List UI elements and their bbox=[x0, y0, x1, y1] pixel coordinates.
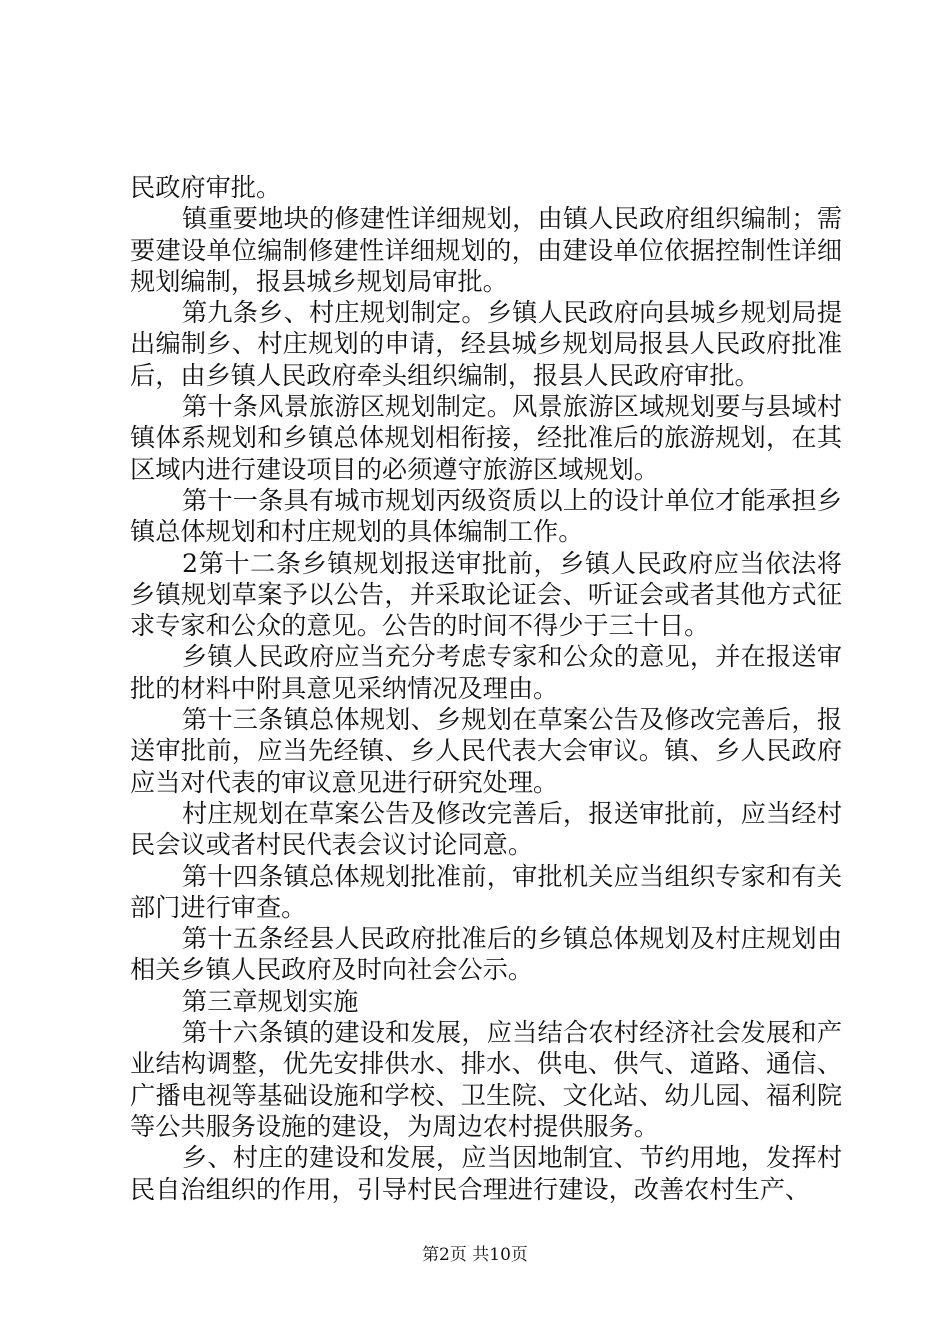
document-body bbox=[130, 172, 842, 1205]
paragraph: 第十五条经县人民政府批准后的乡镇总体规划及村庄规划由相关乡镇人民政府及时向社会公示。 bbox=[130, 924, 842, 985]
paragraph: 镇重要地块的修建性详细规划，由镇人民政府组织编制；需要建设单位编制修建性详细规划的，由建设单位依据控制性详细规划编制，报县城乡规划局审批。 bbox=[130, 204, 842, 296]
paragraph: 民政府审批。 bbox=[130, 173, 282, 202]
paragraph: 第十三条镇总体规划、乡规划在草案公告及修改完善后，报送审批前，应当先经镇、乡人民代表大会审议。镇、乡人民政府应当对代表的审议意见进行研究处理。 bbox=[130, 705, 842, 797]
paragraph: 乡、村庄的建设和发展，应当因地制宜、节约用地，发挥村民自治组织的作用，引导村民合理进行建设，改善农村生产、 bbox=[130, 1143, 842, 1204]
paragraph: 2第十二条乡镇规划报送审批前，乡镇人民政府应当依法将乡镇规划草案予以公告，并采取论证会、听证会或者其他方式征求专家和公众的意见。公告的时间不得少于三十日。 bbox=[130, 548, 842, 641]
paragraph: 第三章规划实施 bbox=[182, 986, 359, 1016]
paragraph: 第十四条镇总体规划批准前，审批机关应当组织专家和有关部门进行审查。 bbox=[130, 861, 842, 922]
page-footer: 第2页 共10页 bbox=[422, 1245, 528, 1265]
paragraph: 第十六条镇的建设和发展，应当结合农村经济社会发展和产业结构调整，优先安排供水、排水、供电、供气、道路、通信、广播电视等基础设施和学校、卫生院、文化站、幼儿园、福利院等公共服务设施的建设，为周边农村提供服务。 bbox=[130, 1018, 842, 1141]
paragraph: 第十条风景旅游区规划制定。风景旅游区域规划要与县域村镇体系规划和乡镇总体规划相衔接，经批准后的旅游规划，在其区域内进行建设项目的必须遵守旅游区域规划。 bbox=[130, 392, 842, 484]
paragraph: 第十一条具有城市规划丙级资质以上的设计单位才能承担乡镇总体规划和村庄规划的具体编制工作。 bbox=[130, 485, 842, 547]
paragraph: 第九条乡、村庄规划制定。乡镇人民政府向县城乡规划局提出编制乡、村庄规划的申请，经县城乡规划局报县人民政府批准后，由乡镇人民政府牵头组织编制，报县人民政府审批。 bbox=[130, 298, 842, 390]
paragraph: 乡镇人民政府应当充分考虑专家和公众的意见，并在报送审批的材料中附具意见采纳情况及理由。 bbox=[130, 642, 842, 703]
paragraph: 村庄规划在草案公告及修改完善后，报送审批前，应当经村民会议或者村民代表会议讨论同意。 bbox=[130, 798, 842, 860]
